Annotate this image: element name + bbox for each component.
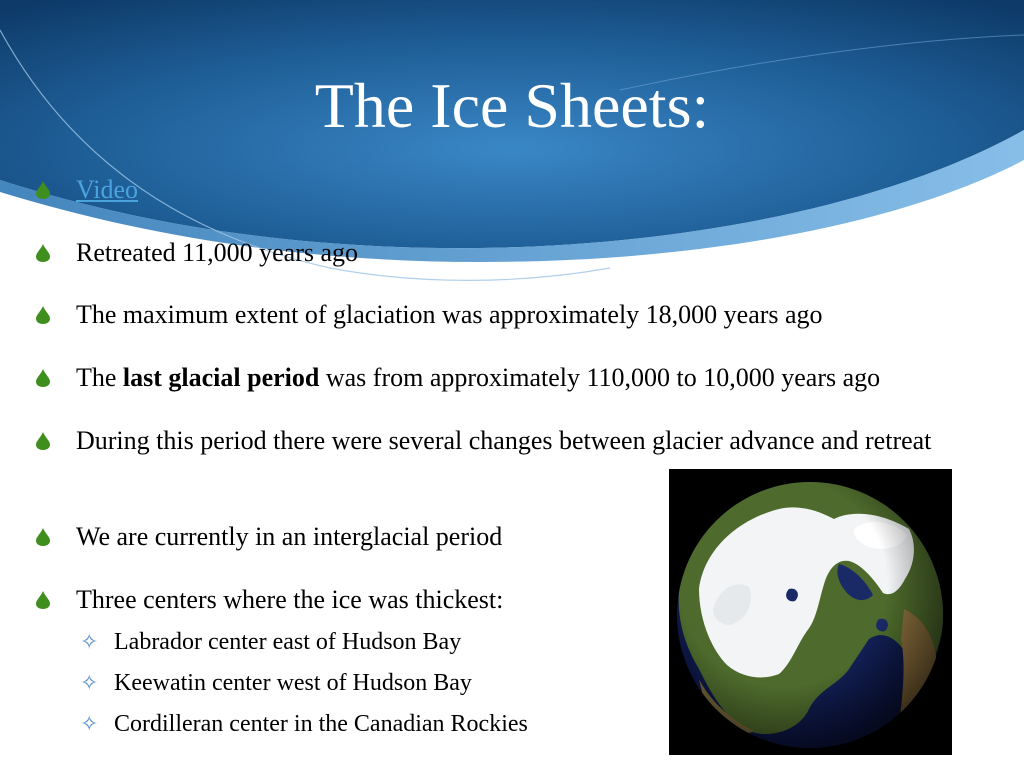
slide-title: The Ice Sheets: bbox=[314, 70, 710, 141]
water-drop-icon bbox=[36, 306, 50, 324]
water-drop-icon bbox=[36, 528, 50, 546]
bullet-text: Three centers where the ice was thickest: bbox=[76, 585, 504, 614]
globe-illustration bbox=[669, 469, 952, 755]
four-point-star-icon: ✧ bbox=[80, 670, 99, 695]
sub-bullet-text: Keewatin center west of Hudson Bay bbox=[114, 670, 472, 696]
water-drop-icon bbox=[36, 369, 50, 387]
video-link[interactable]: Video bbox=[76, 175, 138, 204]
bullet-text bbox=[76, 362, 996, 394]
bullet-text: During this period there were several changes between glacier advance and retreat bbox=[76, 426, 932, 455]
ice-sheet-globe-image bbox=[669, 469, 952, 755]
water-drop-icon bbox=[36, 432, 50, 450]
text-segment: was from approximately 110,000 to 10,000 years ago bbox=[319, 363, 881, 392]
sub-bullet-text: Labrador center east of Hudson Bay bbox=[114, 629, 462, 655]
bold-term: last glacial period bbox=[122, 363, 320, 392]
four-point-star-icon: ✧ bbox=[80, 711, 99, 736]
bullet-text: Retreated 11,000 years ago bbox=[76, 238, 359, 267]
water-drop-icon bbox=[36, 181, 50, 199]
four-point-star-icon: ✧ bbox=[80, 629, 99, 654]
bullet-text: The maximum extent of glaciation was approximately 18,000 years ago bbox=[76, 300, 823, 329]
water-drop-icon bbox=[36, 244, 50, 262]
sub-bullet-text: Cordilleran center in the Canadian Rockies bbox=[114, 711, 528, 737]
bullet-text: We are currently in an interglacial period bbox=[76, 522, 503, 551]
water-drop-icon bbox=[36, 591, 50, 609]
text-segment: The bbox=[76, 363, 123, 392]
